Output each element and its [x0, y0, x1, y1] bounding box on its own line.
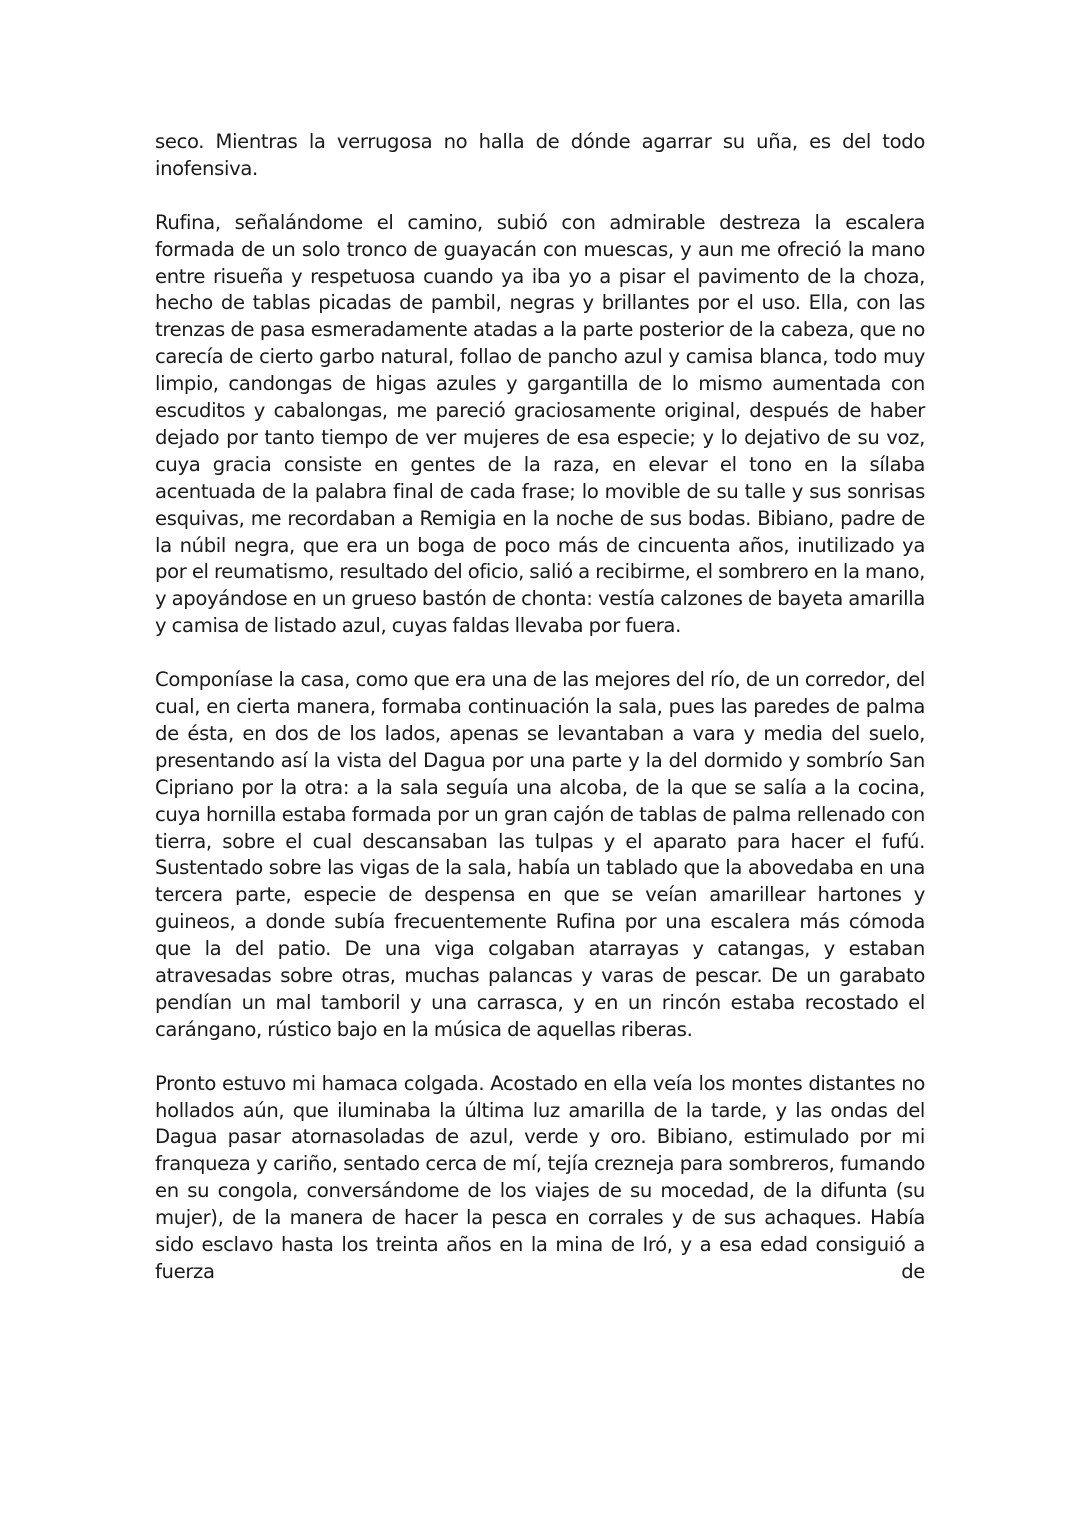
paragraph-4: Pronto estuvo mi hamaca colgada. Acostado en ella veía los montes distantes no hollados aún, que iluminaba la última luz amarilla de la tarde, y las ondas del Dagua pasar atornasoladas de azul, verde y oro. Bibiano, estimulado por mi franqueza y cariño, sentado cerca de mí, tejía crezneja para sombreros, fumando en su congola, conversándome de los viajes de su mocedad, de la difunta (su mujer), de la manera de hacer la pesca en corrales y de sus achaques. Había sido esclavo hasta los treinta años en la mina de Iró, y a esa edad consiguió a fuerza de — [155, 1071, 925, 1284]
paragraph-1: seco. Mientras la verrugosa no halla de dónde agarrar su uña, es del todo inofensiva. — [155, 130, 925, 180]
paragraph-3: Componíase la casa, como que era una de las mejores del río, de un corredor, del cual, en cierta manera, formaba continuación la sala, pues las paredes de palma de ésta, en dos de los lados, apenas se levantaban a vara y media del suelo, presentando así la vista del Dagua por una parte y la del dormido y sombrío San Cipriano por la otra: a la sala seguía una alcoba, de la que se salía a la cocina, cuya hornilla estaba formada por un gran cajón de tablas de palma rellenado con tierra, sobre el cual descansaban las tulpas y el aparato para hacer el fufú. Sustentado sobre las vigas de la sala, había un tablado que la abovedaba en una tercera parte, especie de despensa en que se veían amarillear hartones y guineos, a donde subía frecuentemente Rufina por una escalera más cómoda que la del patio. De una viga colgaban atarrayas y catangas, y estaban atravesadas sobre otras, muchas palancas y varas de pescar. De un garabato pendían un mal tamboril y una carrasca, y en un rincón estaba recostado el carángano, rústico bajo en la música de aquellas riberas. — [155, 668, 925, 1041]
paragraph-2: Rufina, señalándome el camino, subió con admirable destreza la escalera formada de un solo tronco de guayacán con muescas, y aun me ofreció la mano entre risueña y respetuosa cuando ya iba yo a pisar el pavimento de la choza, hecho de tablas picadas de pambil, negras y brillantes por el uso. Ella, con las trenzas de pasa esmeradamente atadas a la parte posterior de la cabeza, que no carecía de cierto garbo natural, follao de pancho azul y camisa blanca, todo muy limpio, candongas de higas azules y gargantilla de lo mismo aumentada con escuditos y cabalongas, me pareció graciosamente original, después de haber dejado por tanto tiempo de ver mujeres de esa especie; y lo dejativo de su voz, cuya gracia consiste en gentes de la raza, en elevar el tono en la sílaba acentuada de la palabra final de cada frase; lo movible de su talle y sus sonrisas esquivas, me recordaban a Remigia en la noche de sus bodas. Bibiano, padre de la núbil negra, que era un boga de poco más de cincuenta años, inutilizado ya por el reumatismo, resultado del oficio, salió a recibirme, el sombrero en la mano, y apoyándose en un grueso bastón de chonta: vestía calzones de bayeta amarilla y camisa de listado azul, cuyas faldas llevaba por fuera. — [155, 210, 925, 638]
document-page — [155, 129, 925, 1313]
